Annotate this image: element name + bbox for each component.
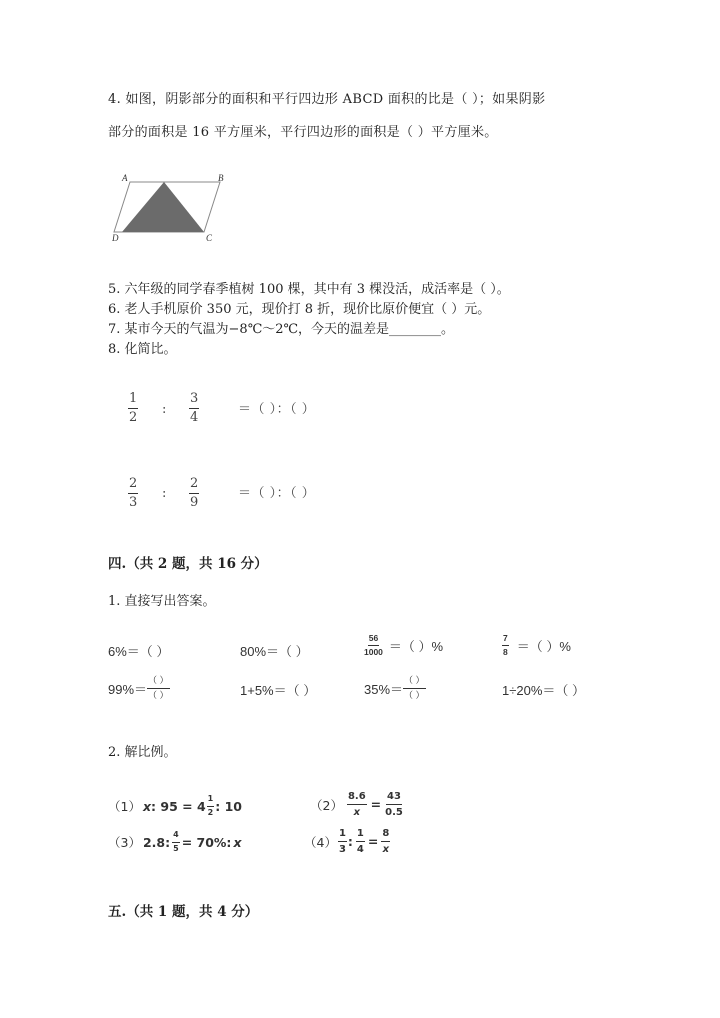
- q8-row2-colon: :: [162, 486, 167, 501]
- q4-line2: 部分的面积是 16 平方厘米，平行四边形的面积是（ ）平方厘米。: [108, 125, 498, 140]
- s4-q2-title: 2. 解比例。: [108, 745, 177, 760]
- fraction-8.6-x: $\frac{8.6}{x}$: [347, 791, 366, 818]
- label-c: C: [206, 233, 213, 242]
- fraction-1-2: $\frac{1}{2}$: [129, 391, 138, 426]
- calc-item-a: 6%＝（ ）: [108, 644, 170, 659]
- fraction-43-0.5: $\frac{43}{0.5}$: [385, 791, 403, 818]
- blank-fraction: $\frac{( )}{( )}$: [148, 675, 169, 700]
- q8-row2-answer: ＝（ ）：（ ）: [238, 486, 316, 501]
- q8-row1-second: [189, 392, 199, 426]
- proportion-4: （4） $\frac{1}{3}$ : $\frac{1}{4}$ = $\frac{8}{x}$: [304, 828, 390, 855]
- fraction-1-4: $\frac{1}{4}$: [356, 828, 364, 855]
- label-a: A: [122, 173, 128, 183]
- section-4-title: 四.（共 2 题，共 16 分）: [108, 556, 268, 572]
- section-5-title: 五.（共 1 题，共 4 分）: [108, 904, 259, 920]
- fraction-1-3: $\frac{1}{3}$: [338, 828, 346, 855]
- calc-item-e: 99%＝ $\frac{( )}{( )}$: [108, 675, 169, 700]
- fraction-56-1000: $\frac{56}{1000}$: [364, 633, 383, 658]
- fraction-3-4: $\frac{3}{4}$: [190, 391, 199, 426]
- calc-item-h: 1÷20%＝（ ）: [502, 683, 585, 698]
- calc-item-c: $\frac{56}{1000}$ ＝（ ）%: [364, 633, 444, 658]
- blank-fraction: $\frac{( )}{( )}$: [404, 675, 425, 700]
- fraction-2-9: $\frac{2}{9}$: [190, 476, 199, 511]
- q8-row2: [128, 477, 138, 511]
- shaded-triangle: [122, 182, 204, 232]
- label-b: B: [218, 173, 224, 183]
- fraction-1-2: $\frac{1}{2}$: [207, 794, 214, 817]
- q8-row2-second: [189, 477, 199, 511]
- s4-q1-title: 1. 直接写出答案。: [108, 594, 216, 609]
- fraction-7-8: $\frac{7}{8}$: [503, 633, 508, 658]
- q4-line1: 4. 如图，阴影部分的面积和平行四边形 ABCD 面积的比是（ ）；如果阴影: [108, 92, 546, 107]
- fraction-8-x: $\frac{8}{x}$: [382, 828, 390, 855]
- calc-item-g: 35%＝ $\frac{( )}{( )}$: [364, 675, 425, 700]
- proportion-3: （3） 2.8: $\frac{4}{5}$ = 70%: x: [108, 830, 242, 853]
- q8-row1-answer: ＝（ ）：（ ）: [238, 402, 316, 417]
- proportion-2: （2） $\frac{8.6}{x}$ = $\frac{43}{0.5}$: [310, 791, 403, 818]
- parallelogram-figure: [112, 170, 232, 242]
- q6-text: 6. 老人手机原价 350 元，现价打 8 折，现价比原价便宜（ ）元。: [108, 302, 491, 317]
- q7-text: 7. 某市今天的气温为−8℃～2℃，今天的温差是________。: [108, 322, 455, 337]
- q8-title: 8. 化简比。: [108, 342, 177, 357]
- calc-item-f: 1+5%＝（ ）: [240, 683, 317, 698]
- q5-text: 5. 六年级的同学春季植树 100 棵，其中有 3 棵没活，成活率是（ ）。: [108, 282, 510, 297]
- calc-item-b: 80%＝（ ）: [240, 644, 309, 659]
- fraction-4-5: $\frac{4}{5}$: [173, 830, 179, 853]
- proportion-1: （1） x : 95 = 4 $\frac{1}{2}$ : 10: [108, 794, 242, 817]
- q8-row1-colon: :: [162, 402, 167, 417]
- label-d: D: [112, 233, 119, 242]
- fraction-2-3: $\frac{2}{3}$: [129, 476, 138, 511]
- calc-item-d: $\frac{7}{8}$ ＝（ ）%: [503, 633, 571, 658]
- q8-row1: [128, 392, 138, 426]
